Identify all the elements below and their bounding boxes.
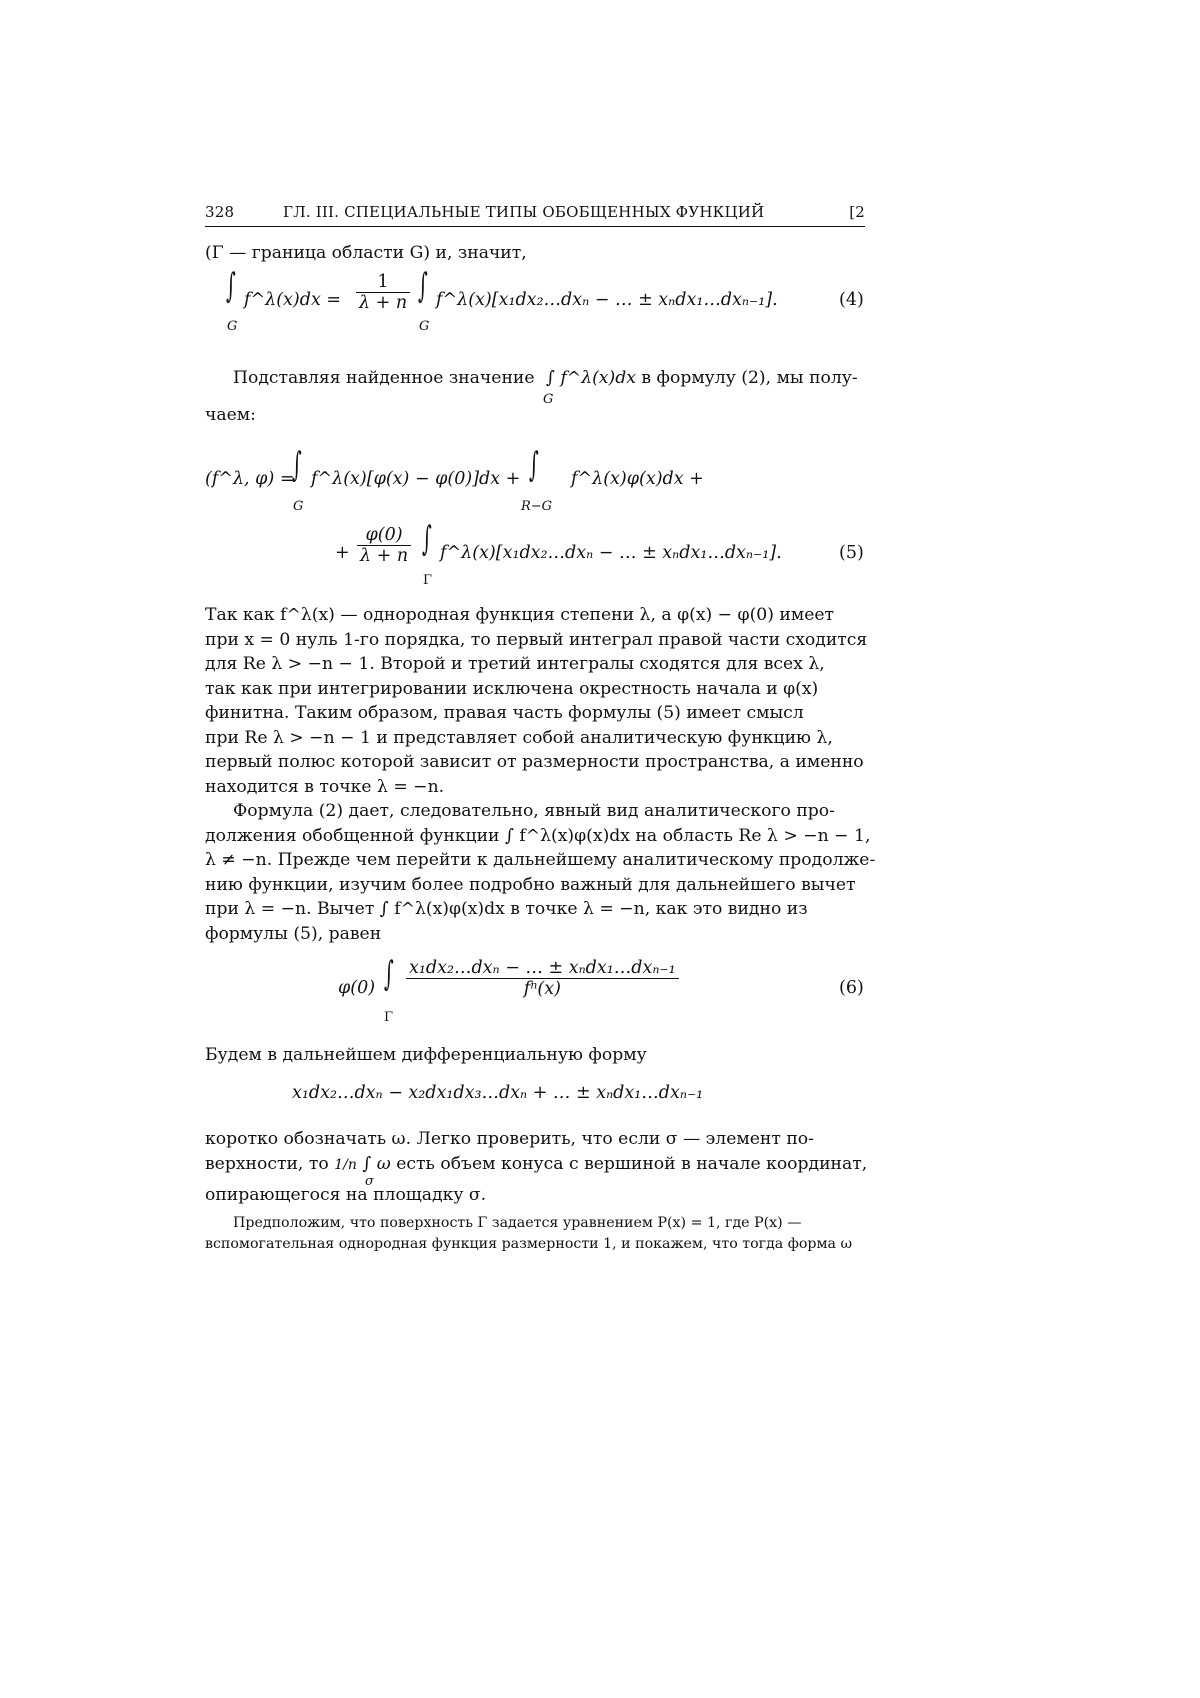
eq5-plus: + [335,543,350,563]
paragraph-line: для Re λ > −n − 1. Второй и третий интегралы сходятся для всех λ, [205,654,825,674]
eq4-rhs: f^λ(x)[x₁dx₂…dxₙ − … ± xₙdx₁…dxₙ₋₁]. [436,290,778,310]
integral-sign: ∫ [383,954,394,994]
inline-integrand: f^λ(x)dx [560,368,636,388]
small-print-paragraph [205,1213,865,1255]
section-marker: [2 [849,203,865,221]
paragraph-line: опирающегося на площадку σ. [205,1185,487,1205]
chapter-title: ГЛ. III. СПЕЦИАЛЬНЫЕ ТИПЫ ОБОБЩЕННЫХ ФУНКЦИЙ [283,203,765,221]
paragraph-line: финитна. Таким образом, правая часть формулы (5) имеет смысл [205,703,804,723]
eq5-fraction [357,525,411,566]
integral-subscript: G [227,319,238,334]
text-fragment: в формулу (2), мы полу- [641,368,858,388]
integral-subscript: Γ [423,573,433,588]
eq5-fraction-numerator: φ(0) [357,525,411,546]
intro-line: (Γ — граница области G) и, значит, [205,243,527,263]
equation-number-4: (4) [839,290,864,310]
equation-5 [205,445,865,600]
equation-4 [222,266,862,344]
eq4-fraction-denominator: λ + n [359,293,408,313]
integral-sign: ∫ [417,266,428,306]
paragraph-line: находится в точке λ = −n. [205,776,445,797]
paragraph-line: чаем: [205,404,256,425]
integral-sign: ∫ [225,266,236,306]
eq5-lhs: (f^λ, φ) = [205,469,295,489]
text-fragment: Подставляя найденное значение [233,368,535,388]
equation-number-6: (6) [839,978,864,998]
paragraph-2 [205,603,868,799]
paragraph-line: при λ = −n. Вычет ∫ f^λ(x)φ(x)dx в точке λ = −n, как это видно из [205,899,808,919]
running-header [205,203,865,225]
integral-sign: ∫ [291,445,302,485]
paragraph-line: при Re λ > −n − 1 и представляет собой аналитическую функцию λ, [205,727,833,748]
inline-integral: ∫ f^λ(x)dx [546,368,636,388]
inline-fraction: 1/n [334,1156,357,1173]
inline-integral-subscript: σ [365,1173,374,1189]
paragraph-line [205,1152,868,1189]
eq5-fraction-denominator: λ + n [360,546,409,566]
paragraph-line [205,366,865,407]
eq5-third-integrand: f^λ(x)[x₁dx₂…dxₙ − … ± xₙdx₁…dxₙ₋₁]. [440,543,782,563]
integral-sign: ∫ [421,519,432,559]
eq4-fraction-numerator: 1 [356,272,410,293]
header-rule [205,226,865,227]
paragraph-line: нию функции, изучим более подробно важный для дальнейшего вычет [205,874,856,895]
paragraph-line: первый полюс которой зависит от размерности пространства, а именно [205,752,864,772]
equation-number-5: (5) [839,543,864,563]
eq4-lhs: f^λ(x)dx = [244,290,342,310]
paragraph-4: Будем в дальнейшем дифференциальную форму [205,1045,647,1065]
eq6-prefix: φ(0) [338,978,376,998]
paragraph-line: Предположим, что поверхность Γ задается уравнением P(x) = 1, где P(x) — [233,1215,802,1231]
eq5-second-integrand: f^λ(x)φ(x)dx + [571,469,704,489]
integral-sign: ∫ [528,445,539,485]
eq6-fraction-denominator: fⁿ(x) [523,979,561,999]
paragraph-line: так как при интегрировании исключена окрестность начала и φ(x) [205,678,819,699]
integral-subscript: Γ [384,1010,394,1025]
paragraph-1 [205,366,865,427]
eq6-fraction-numerator: x₁dx₂…dxₙ − … ± xₙdx₁…dxₙ₋₁ [406,958,679,979]
eq5-first-integrand: f^λ(x)[φ(x) − φ(0)]dx + [311,469,521,489]
paragraph-line: Так как f^λ(x) — однородная функция степени λ, а φ(x) − φ(0) имеет [205,605,835,625]
paragraph-line: при x = 0 нуль 1-го порядка, то первый интеграл правой части сходится [205,629,868,650]
differential-form: x₁dx₂…dxₙ − x₂dx₁dx₃…dxₙ + … ± xₙdx₁…dxₙ₋₁ [292,1083,704,1103]
paragraph-5 [205,1127,868,1208]
inline-integral: ∫ ω [362,1153,391,1174]
integral-subscript: R−G [521,499,553,514]
equation-6 [338,954,758,1028]
paragraph-line: λ ≠ −n. Прежде чем перейти к дальнейшему аналитическому продолже- [205,850,876,870]
paragraph-line: должения обобщенной функции ∫ f^λ(x)φ(x)dx на область Re λ > −n − 1, [205,825,871,846]
eq6-fraction [406,958,679,999]
paragraph-line: вспомогательная однородная функция размерности 1, и покажем, что тогда форма ω [205,1236,853,1252]
eq4-fraction [356,272,410,313]
page-number: 328 [205,203,235,221]
paragraph-line: Формула (2) дает, следовательно, явный вид аналитического про- [233,801,835,821]
paragraph-line: коротко обозначать ω. Легко проверить, что если σ — элемент по- [205,1129,814,1149]
inline-integral-subscript: G [543,392,554,407]
text-fragment: есть объем конуса с вершиной в начале координат, [396,1153,868,1174]
integral-subscript: G [419,319,430,334]
integral-subscript: G [293,499,304,514]
paragraph-line: формулы (5), равен [205,923,382,944]
paragraph-3 [205,799,876,946]
text-fragment: верхности, то [205,1153,329,1174]
